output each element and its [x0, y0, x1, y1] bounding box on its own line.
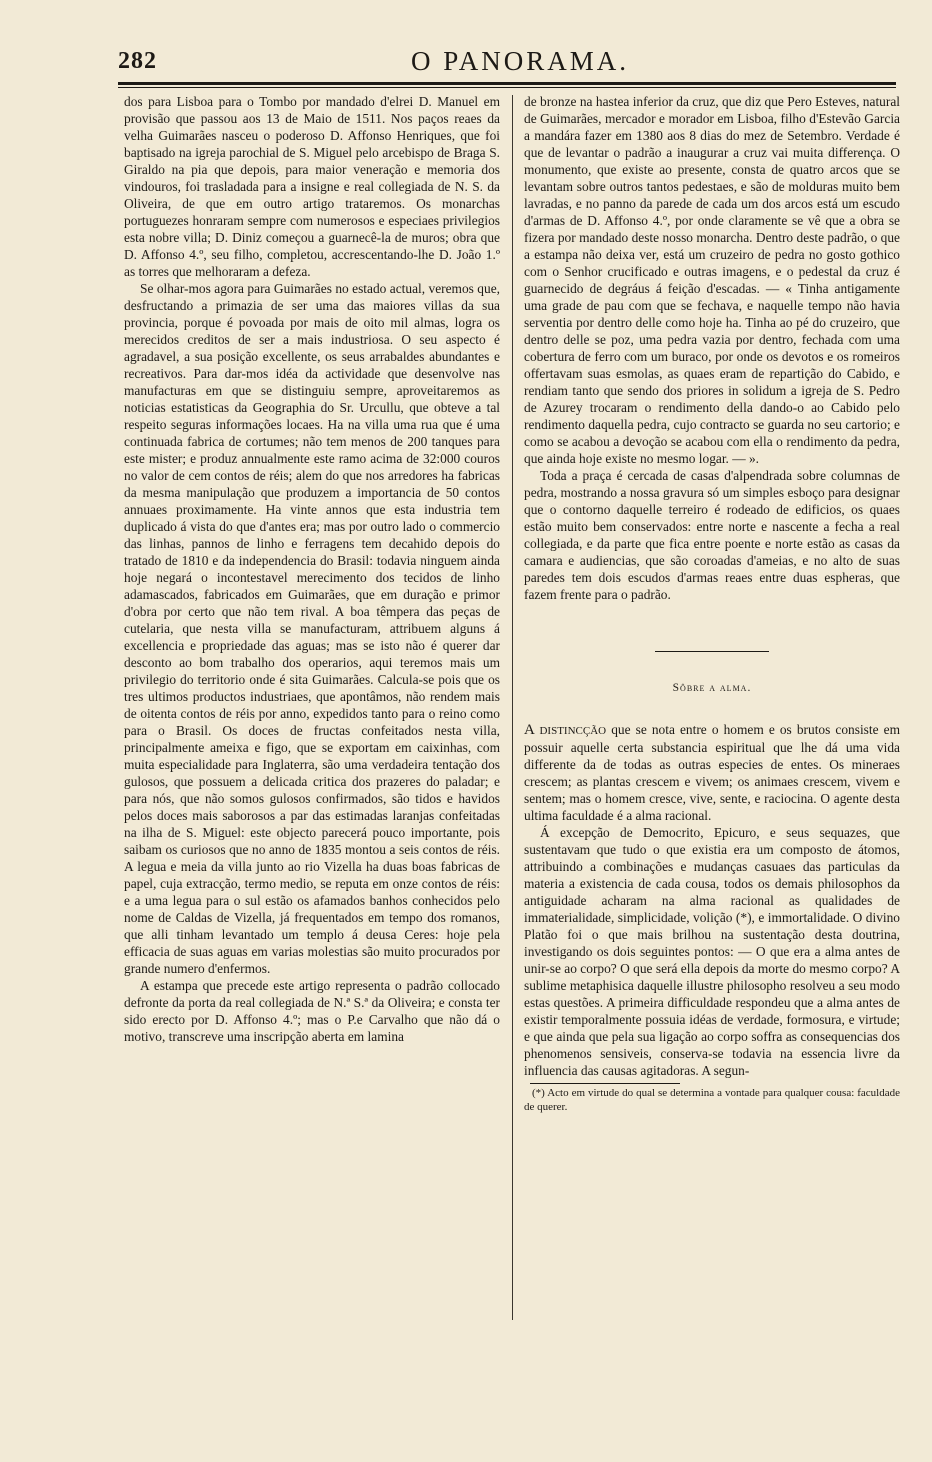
section-title: Sôbre a alma.	[672, 682, 752, 694]
paragraph	[524, 721, 900, 824]
header-rule-thin	[118, 87, 896, 88]
paragraph: Se olhar-mos agora para Guimarães no estado actual, veremos que, desfructando a primazia de ser uma das maiores villas da sua provincia, porque é povoada por mais de oito mil almas, logra os merecidos creditos de ser a mais industriosa. O seu aspecto é agradavel, a sua posição excellente, os seus arrabaldes abundantes e recreativos. Para dar-mos idéa da actividade que desenvolve nas manufacturas em que se distinguiu sempre, aproveitaremos as noticias estatisticas da Geographia do Sr. Urcullu, que obteve a tal respeito seguras informações locaes. Ha na villa uma rua que é uma continuada fabrica de cortumes; não tem menos de 200 tanques para este mister; e produz annualmente este ramo acima de 32:000 couros no valor de cem contos de réis; alem do que nos arredores ha fabricas da mesma manipulação que produzem a importancia de 50 contos annuaes proximamente. Ha vinte annos que esta industria tem duplicado á vista do que d'antes era; mas por outro lado o commercio das linhas, pannos de linho e ferragens tem decahido depois do tratado de 1810 e da independencia do Brasil: todavia ninguem ainda hoje negará o incontestavel merecimento dos tecidos de linho adamascados, fabricados em Guimarães, que em duração e primor d'obra por certo que não tem rival. A boa têmpera das peças de cutelaria, que nesta villa se manufacturam, attribuem alguns á excellencia e propriedade das aguas; mas se isto não é querer dar desconto ao bom trabalho dos operarios, aqui teremos mais um privilegio do territorio onde é sita Guimarães. Calcula-se pois que os tres ultimos productos industriaes, que apontâmos, não rendem mais de oitenta contos de réis por anno, expedidos tanto para o reino como para o Brasil. Os doces de fructas confeitados nesta villa, principalmente ameixa e figo, que se exportam em caixinhas, com muita especialidade para Inglaterra, são uma verdadeira tentação dos gulosos, que possuem a delicada critica dos prazeres do paladar; e para nós, que não somos gulosos confirmados, são tidos e havidos pelos doces mais saborosos a par das estimadas laranjas confeitadas na ilha de S. Miguel: este objecto parecerá pouco importante, pois saibam os curiosos que no anno de 1835 montou a seis contos de réis. A legua e meia da villa junto ao rio Vizella ha duas boas fabricas de papel, cuja extracção, termo medio, se reputa em onze contos de réis: e a uma legua para o sul estão os afamados banhos conhecidos pelo nome de Caldas de Vizella, já frequentados em tempo dos romanos, que alli tinham levantado um templo á deusa Ceres: hoje pela efficacia de suas aguas em varias molestias são muito procurados por grande numero d'enfermos.	[124, 281, 500, 976]
page-number: 282	[118, 48, 157, 74]
paragraph: A estampa que precede este artigo representa o padrão collocado defronte da porta da real collegiada de N.ª S.ª da Oliveira; e consta ter sido erecto por D. Affonso 4.º; mas o P.e Carvalho que não dá o motivo, transcreve uma inscripção aberta em lamina	[124, 978, 500, 1044]
right-column	[524, 93, 900, 1114]
paragraph: Toda a praça é cercada de casas d'alpendrada sobre columnas de pedra, mostrando a nossa gravura só um simples esboço para designar que o contorno daquelle terreiro é rodeado de edificios, os quaes estão muito bem conservados: entre norte e nascente a fecha a real collegiada, e da parte que fica entre poente e norte estão as casas da camara e audiencias, que são coroadas d'ameias, e no alto de suas paredes tem dois escudos d'armas reaes entre duas espheras, que fazem frente para o padrão.	[524, 468, 900, 602]
column-divider	[512, 95, 513, 1320]
paragraph: dos para Lisboa para o Tombo por mandado d'elrei D. Manuel em provisão que passou aos 13 de Maio de 1511. Nos paços reaes da velha Guimarães nasceu o poderoso D. Affonso Henriques, que foi baptisado na igreja parochial de S. Miguel pelo arcebispo de Braga S. Giraldo na pia que depois, para maior veneração e memoria dos vindouros, foi trasladada para a insigne e real collegiada de N. S. da Oliveira, de que em outro artigo trataremos. Os monarchas portuguezes honraram sempre com numerosos e especiaes privilegios esta nobre villa; D. Diniz começou a guarnecê-la de muros; obra que D. Affonso 4.º, seu filho, completou, accrescentando-lhe D. João 1.º as torres que melhoraram a defeza.	[124, 94, 500, 279]
paragraph-lead: A distincção	[524, 722, 607, 738]
paragraph-text: que se nota entre o homem e os brutos consiste em possuir aquelle certa substancia espiritual que lhe dá uma vida differente da de todas as outras especies de entes. Os mineraes crescem; as plantas crescem e vivem; os animaes crescem, vivem e sentem; mas o homem cresce, vive, sente, e raciocina. O agente desta ultima faculdade é a alma racional.	[524, 722, 900, 823]
paragraph: de bronze na hastea inferior da cruz, que diz que Pero Esteves, natural de Guimarães, mercador e morador em Lisboa, filho d'Estevão Garcia a mandára fazer em 1380 aos 8 dias do mez de Setembro. Verdade é que de levantar o padrão a inaugurar a cruz vai muita differença. O monumento, que existe ao presente, consta de quatro arcos que se levantam sobre outros tantos pedestaes, e são de molduras muito bem lavradas, e no panno da parede de cada um dos arcos está um escudo d'armas de D. Affonso 4.º, por onde claramente se vê que a obra se fizera por mandado deste nosso monarcha. Dentro deste padrão, o que a estampa não deixa ver, está um cruzeiro de pedra no gosto gothico com o Senhor crucificado e outras imagens, e o pedestal da cruz é guarnecido de degráus á feição d'escadas. — « Tinha antigamente uma grade de pau com que se fechava, e naquelle tempo não havia serventia por dentro delle como hoje ha. Tinha ao pé do cruzeiro, que dentro delle se poz, uma pedra vazia por dentro, fechada com uma cobertura de ferro com um buraco, por onde os devotos e os romeiros offertavam suas esmolas, as quaes eram de repartição do Cabido, e rendiam tanto que sendo dos priores in solidum a igreja de S. Pedro de Azurey trocaram o rendimento della dando-o ao Cabido pelo rendimento daquella pedra, cujo contracto se guarda no seu cartorio; e como se acabou a devoção se acabou com ella o rendimento da pedra, que ainda hoje existe no mesmo logar. — ».	[524, 94, 900, 466]
section-divider	[655, 651, 769, 652]
paragraph: Á excepção de Democrito, Epicuro, e seus sequazes, que sustentavam que tudo o que existia era um composto de átomos, attribuindo a combinações e mudanças casuaes das particulas da materia a existencia de cada cousa, todos os demais philosophos da antiguidade acharam na alma racional as qualidades de immaterialidade, simplicidade, volição (*), e immortalidade. O divino Platão foi o que mais brilhou na sustentação desta doutrina, investigando os dois seguintes pontos: — O que era a alma antes de unir-se ao corpo? O que será ella depois da morte do mesmo corpo? A sublime metaphisica daquelle illustre philosopho resolveu a seu modo estas questões. A primeira difficuldade respondeu que a alma antes de existir temporalmente possuia idéas de verdade, formosura, e virtude; e que ainda que pela sua ligação ao corpo soffra as consequencias dos phenomenos sensiveis, conserva-se todavia na essencia livre da influencia das causas agitadoras. A segun-	[524, 825, 900, 1078]
footnote: (*) Acto em virtude do qual se determina a vontade para qualquer cousa: faculdade de querer.	[524, 1087, 900, 1113]
page-header	[0, 0, 932, 90]
footnote-rule	[530, 1083, 680, 1084]
left-column	[124, 93, 500, 1045]
header-rule-thick	[118, 82, 896, 85]
journal-title: O PANORAMA.	[410, 46, 630, 76]
